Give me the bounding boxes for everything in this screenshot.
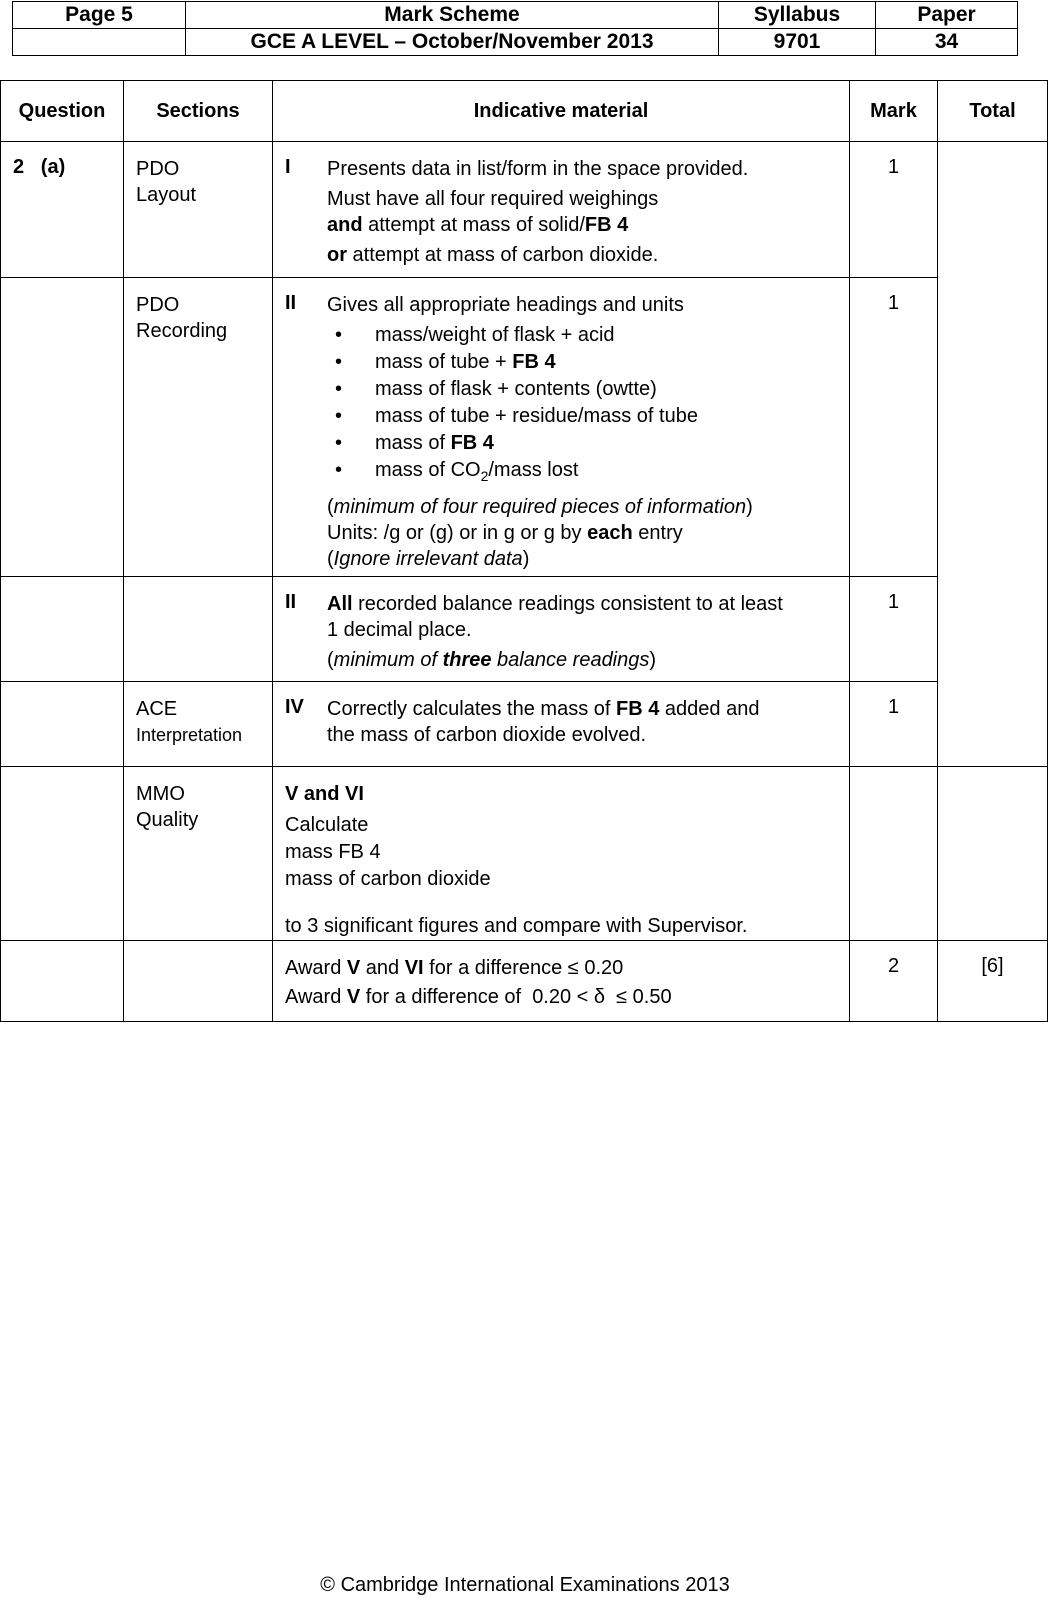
table-row	[1, 767, 1048, 941]
material-line: Award V and VI for a difference ≤ 0.20	[285, 957, 624, 980]
table-row	[1, 941, 1048, 1022]
question-empty	[1, 941, 124, 1022]
table-row	[1, 278, 1048, 577]
criterion-id: II	[285, 292, 297, 314]
section-name: Quality	[136, 809, 199, 831]
material-line: Correctly calculates the mass of FB 4 added and	[327, 698, 760, 720]
list-item: • mass of $CO_2$/mass lost	[327, 457, 847, 490]
material-cell	[273, 278, 850, 577]
question-number: 2 (a)	[1, 142, 124, 278]
mark-empty	[850, 767, 938, 941]
material-line: Must have all four required weighings	[327, 188, 659, 210]
material-line: (minimum of three balance readings)	[327, 649, 657, 671]
section-cell	[124, 682, 273, 767]
section-cell	[124, 767, 273, 941]
list-item: • mass of tube + residue/mass of tube	[327, 403, 847, 430]
section-cell	[124, 142, 273, 278]
header-empty	[13, 29, 186, 56]
material-line: to 3 significant figures and compare with Supervisor.	[285, 915, 748, 938]
material-cell	[273, 767, 850, 941]
question-empty	[1, 278, 124, 577]
mark-value: 1	[850, 278, 938, 577]
header-table	[12, 1, 1018, 56]
section-name: Layout	[136, 184, 197, 206]
total-value: [6]	[938, 941, 1048, 1022]
total-cell-empty	[938, 142, 1048, 767]
mark-value: 2	[850, 941, 938, 1022]
section-empty	[124, 941, 273, 1022]
material-heading: V and VI	[285, 783, 364, 805]
section-code: MMO	[136, 783, 185, 805]
syllabus-code: 9701	[719, 29, 876, 56]
mark-value: 1	[850, 577, 938, 682]
material-line: All recorded balance readings consistent to at least	[327, 593, 783, 615]
material-cell	[273, 941, 850, 1022]
doc-title: Mark Scheme	[186, 2, 719, 29]
table-row	[1, 682, 1048, 767]
syllabus-label: Syllabus	[719, 2, 876, 29]
bullet-list	[327, 322, 847, 490]
col-total: Total	[938, 81, 1048, 142]
criterion-id: IV	[285, 696, 304, 718]
material-line: Award V for a difference of 0.20 < δ ≤ 0.50	[285, 986, 672, 1009]
section-cell	[124, 278, 273, 577]
question-empty	[1, 767, 124, 941]
criterion-id: I	[285, 156, 291, 178]
copyright-footer: © Cambridge International Examinations 2013	[320, 1574, 730, 1596]
fraction-denominator: mass of carbon dioxide	[285, 868, 491, 891]
section-empty	[124, 577, 273, 682]
mark-value: 1	[850, 682, 938, 767]
material-cell	[273, 577, 850, 682]
table-row	[1, 142, 1048, 278]
material-line: or attempt at mass of carbon dioxide.	[327, 244, 659, 266]
exam-title: GCE A LEVEL – October/November 2013	[186, 29, 719, 56]
col-sections: Sections	[124, 81, 273, 142]
list-item: • mass of flask + contents (owtte)	[327, 376, 847, 403]
material-line: 1 decimal place.	[327, 619, 472, 641]
question-empty	[1, 577, 124, 682]
material-line: (Ignore irrelevant data)	[327, 548, 530, 570]
page-number: Page 5	[13, 2, 186, 29]
section-code: PDO	[136, 158, 180, 180]
material-line: and attempt at mass of solid/FB 4	[327, 214, 629, 236]
col-question: Question	[1, 81, 124, 142]
list-item: • mass/weight of flask + acid	[327, 322, 847, 349]
paper-label: Paper	[876, 2, 1018, 29]
material-cell	[273, 142, 850, 278]
material-line: the mass of carbon dioxide evolved.	[327, 724, 647, 746]
mark-scheme-table	[0, 80, 1048, 1022]
total-empty	[938, 767, 1048, 941]
list-item: • mass of FB 4	[327, 430, 847, 457]
criterion-id: II	[285, 591, 297, 613]
calculation: Calculate	[285, 814, 369, 837]
section-name: Recording	[136, 320, 228, 342]
question-empty	[1, 682, 124, 767]
col-mark: Mark	[850, 81, 938, 142]
col-material: Indicative material	[273, 81, 850, 142]
section-code: ACE	[136, 698, 178, 720]
material-line: Units: /g or (g) or in g or g by each entry	[327, 522, 683, 544]
section-code: PDO	[136, 294, 180, 316]
table-row	[1, 577, 1048, 682]
material-line: Presents data in list/form in the space provided.	[327, 158, 749, 180]
material-line: (minimum of four required pieces of information)	[327, 496, 753, 518]
mark-value: 1	[850, 142, 938, 278]
material-cell	[273, 682, 850, 767]
paper-number: 34	[876, 29, 1018, 56]
fraction-numerator: mass FB 4	[285, 841, 381, 864]
section-name: Interpretation	[136, 725, 243, 745]
material-line: Gives all appropriate headings and units	[327, 294, 684, 316]
list-item: • mass of tube + FB 4	[327, 349, 847, 376]
